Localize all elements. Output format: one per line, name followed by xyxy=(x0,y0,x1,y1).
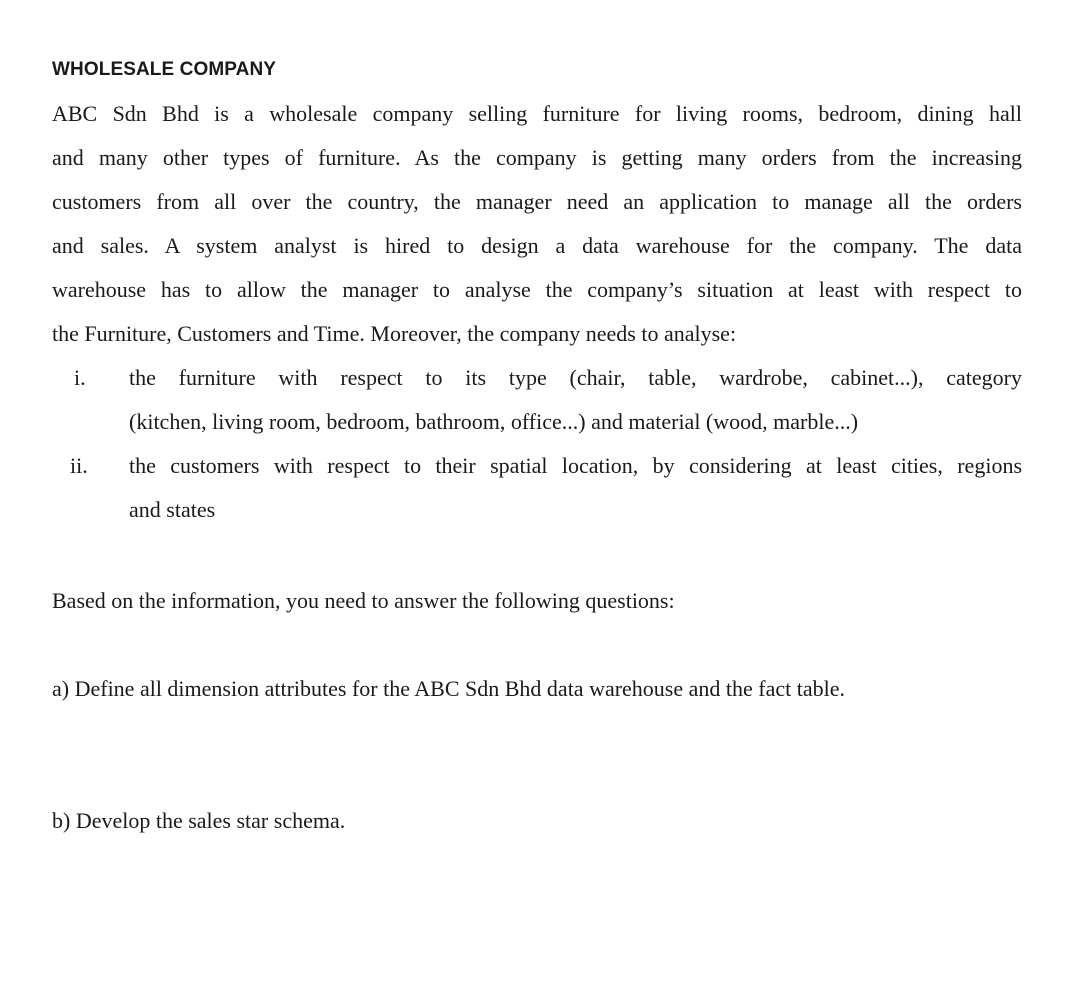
intro-line: and sales. A system analyst is hired to design a data warehouse for the company. The data xyxy=(52,233,1022,258)
list-line: (kitchen, living room, bedroom, bathroom, office...) and material (wood, marble...) xyxy=(129,409,859,434)
intro-line: ABC Sdn Bhd is a wholesale company selling furniture for living rooms, bedroom, dining hall xyxy=(52,101,1022,126)
list-line: the customers with respect to their spatial location, by considering at least cities, regions xyxy=(129,453,1022,478)
list-line: the furniture with respect to its type (chair, table, wardrobe, cabinet...), category xyxy=(129,365,1022,390)
document-heading: WHOLESALE COMPANY xyxy=(52,59,277,80)
list-marker: i. xyxy=(74,365,86,390)
question-a: a) Define all dimension attributes for the ABC Sdn Bhd data warehouse and the fact table. xyxy=(52,676,845,701)
intro-line: the Furniture, Customers and Time. Moreover, the company needs to analyse: xyxy=(52,321,737,346)
list-line: and states xyxy=(129,497,216,522)
intro-paragraph xyxy=(52,92,1022,356)
list-item-text xyxy=(129,444,1022,532)
list-marker: ii. xyxy=(70,453,88,478)
question-b: b) Develop the sales star schema. xyxy=(52,808,346,833)
intro-line: warehouse has to allow the manager to analyse the company’s situation at least with respect to xyxy=(52,277,1022,302)
list-item-text xyxy=(129,356,1022,444)
intro-line: customers from all over the country, the manager need an application to manage all the orders xyxy=(52,189,1022,214)
intro-line: and many other types of furniture. As the company is getting many orders from the increasing xyxy=(52,145,1022,170)
questions-prompt: Based on the information, you need to answer the following questions: xyxy=(52,588,675,613)
